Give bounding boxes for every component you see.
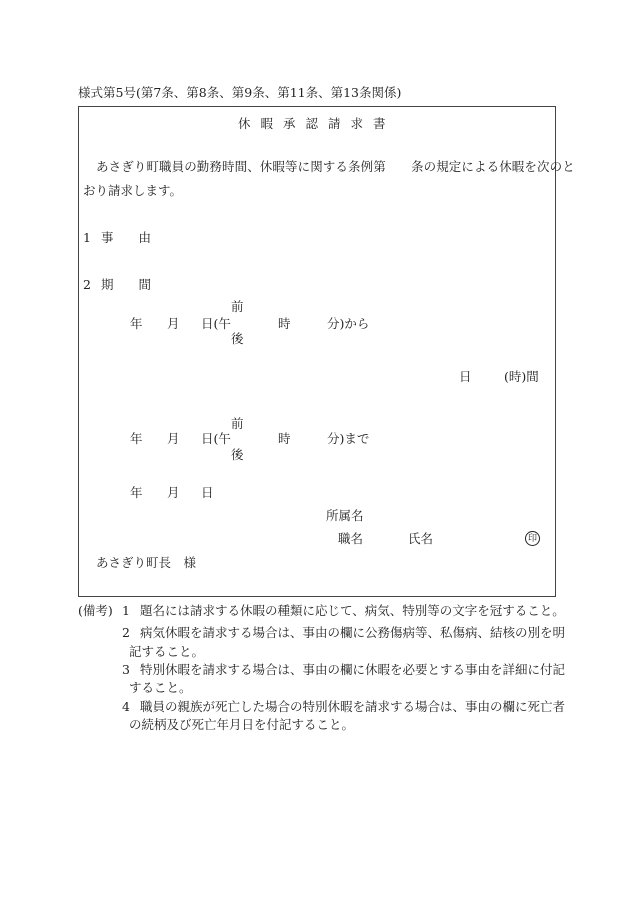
date-day-label: 日 <box>201 485 214 500</box>
end-day-label: 日(午 <box>201 431 231 446</box>
end-am-label: 前 <box>231 416 244 431</box>
duration-day-label: 日 <box>459 369 472 384</box>
name-label: 氏名 <box>408 531 434 546</box>
start-year-label: 年 <box>130 316 143 331</box>
start-minute-label: 分)から <box>327 316 370 331</box>
note-text: 特別休暇を請求する場合は、事由の欄に休暇を必要とする事由を詳細に付記 <box>140 662 566 677</box>
start-day-label: 日(午 <box>201 316 231 331</box>
form-number: 様式第5号(第7条、第8条、第9条、第11条、第13条関係) <box>78 85 402 100</box>
note-text-continued: の続柄及び死亡年月日を付記すること。 <box>129 717 355 732</box>
note-number: 1 <box>122 603 130 618</box>
position-label: 職名 <box>338 531 364 546</box>
duration-hours-label: (時)間 <box>504 369 539 384</box>
note-text: 題名には請求する休暇の種類に応じて、病気、特別等の文字を冠すること。 <box>140 603 565 618</box>
seal-mark: 印 <box>525 531 540 546</box>
request-form-frame <box>78 106 556 597</box>
date-month-label: 月 <box>167 485 180 500</box>
period-number: 2 <box>83 277 91 292</box>
start-month-label: 月 <box>167 316 180 331</box>
note-text: 病気休暇を請求する場合は、事由の欄に公務傷病等、私傷病、結核の別を明 <box>140 625 566 640</box>
notes-heading: (備考) <box>78 603 113 618</box>
addressee: あさぎり町長 様 <box>96 555 197 570</box>
note-text: 職員の親族が死亡した場合の特別休暇を請求する場合は、事由の欄に死亡者 <box>140 699 566 714</box>
note-text-continued: すること。 <box>129 680 192 695</box>
end-hour-label: 時 <box>278 431 291 446</box>
end-minute-label: 分)まで <box>327 431 370 446</box>
intro-text-line1: あさぎり町職員の勤務時間、休暇等に関する条例第 条の規定による休暇を次のと <box>96 159 575 174</box>
note-number: 2 <box>122 625 130 640</box>
start-hour-label: 時 <box>278 316 291 331</box>
note-text-continued: 記すること。 <box>129 644 205 659</box>
intro-text-line2: おり請求します。 <box>83 183 183 198</box>
date-year-label: 年 <box>130 485 143 500</box>
reason-number: 1 <box>83 230 91 245</box>
start-am-label: 前 <box>231 299 244 314</box>
note-number: 3 <box>122 662 130 677</box>
start-pm-label: 後 <box>231 331 244 346</box>
affiliation-label: 所属名 <box>326 508 364 523</box>
period-label: 期 間 <box>101 277 152 292</box>
end-month-label: 月 <box>167 431 180 446</box>
reason-label: 事 由 <box>101 230 152 245</box>
end-pm-label: 後 <box>231 447 244 462</box>
note-number: 4 <box>122 699 130 714</box>
end-year-label: 年 <box>130 431 143 446</box>
form-title: 休暇承認請求書 <box>238 116 396 131</box>
